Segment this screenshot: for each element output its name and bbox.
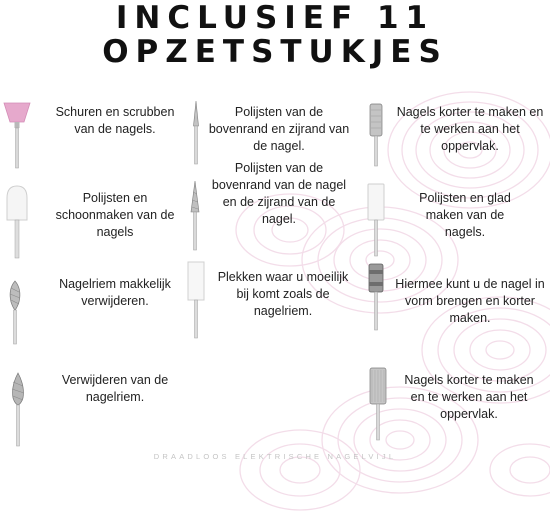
tree-carbide-bit-icon	[8, 372, 28, 448]
item-description-8: Plekken waar u moeilijk bij komt zoals de nagelriem.	[217, 270, 349, 318]
thin-needle-bit-icon	[190, 100, 202, 166]
flame-carbide-bit-icon	[6, 280, 24, 346]
item-description-11: Nagels korter te maken en te werken aan het oppervlak.	[404, 373, 534, 421]
page-title-line1: INCLUSIEF 11	[115, 0, 435, 36]
item-description-6: Polijsten en glad maken van de nagels.	[419, 191, 511, 239]
page-title-line2: OPZETSTUKJES	[102, 34, 448, 70]
item-description-3: Nagels korter te maken en te werken aan het oppervlak.	[396, 105, 544, 153]
footer-caption: DRAADLOOS ELEKTRISCHE NAGELVIJL	[153, 452, 397, 461]
pink-cone-bit-icon	[2, 100, 32, 170]
white-bullet-bit-icon	[4, 184, 30, 260]
item-description-4: Polijsten en schoonmaken van de nagels	[55, 191, 175, 239]
item-description-1: Schuren en scrubben van de nagels.	[55, 105, 175, 136]
white-cylinder-bit-icon	[366, 182, 386, 258]
mandrel-bit-icon	[366, 262, 386, 332]
item-description-9: Hiermee kunt u de nagel in vorm brengen en korter maken.	[395, 277, 545, 325]
item-description-2: Polijsten van de bovenrand en zijrand van de nagel.	[208, 105, 350, 153]
item-description-5: Polijsten van de bovenrand van de nagel en de zijrand van de nagel.	[211, 161, 347, 226]
item-description-10: Verwijderen van de nagelriem.	[61, 373, 169, 404]
item-description-7: Nagelriem makkelijk verwijderen.	[59, 277, 171, 308]
tapered-cone-bit-icon	[188, 180, 202, 252]
cylinder-bit-icon	[368, 102, 384, 168]
large-cylinder-bit-icon	[368, 366, 388, 442]
